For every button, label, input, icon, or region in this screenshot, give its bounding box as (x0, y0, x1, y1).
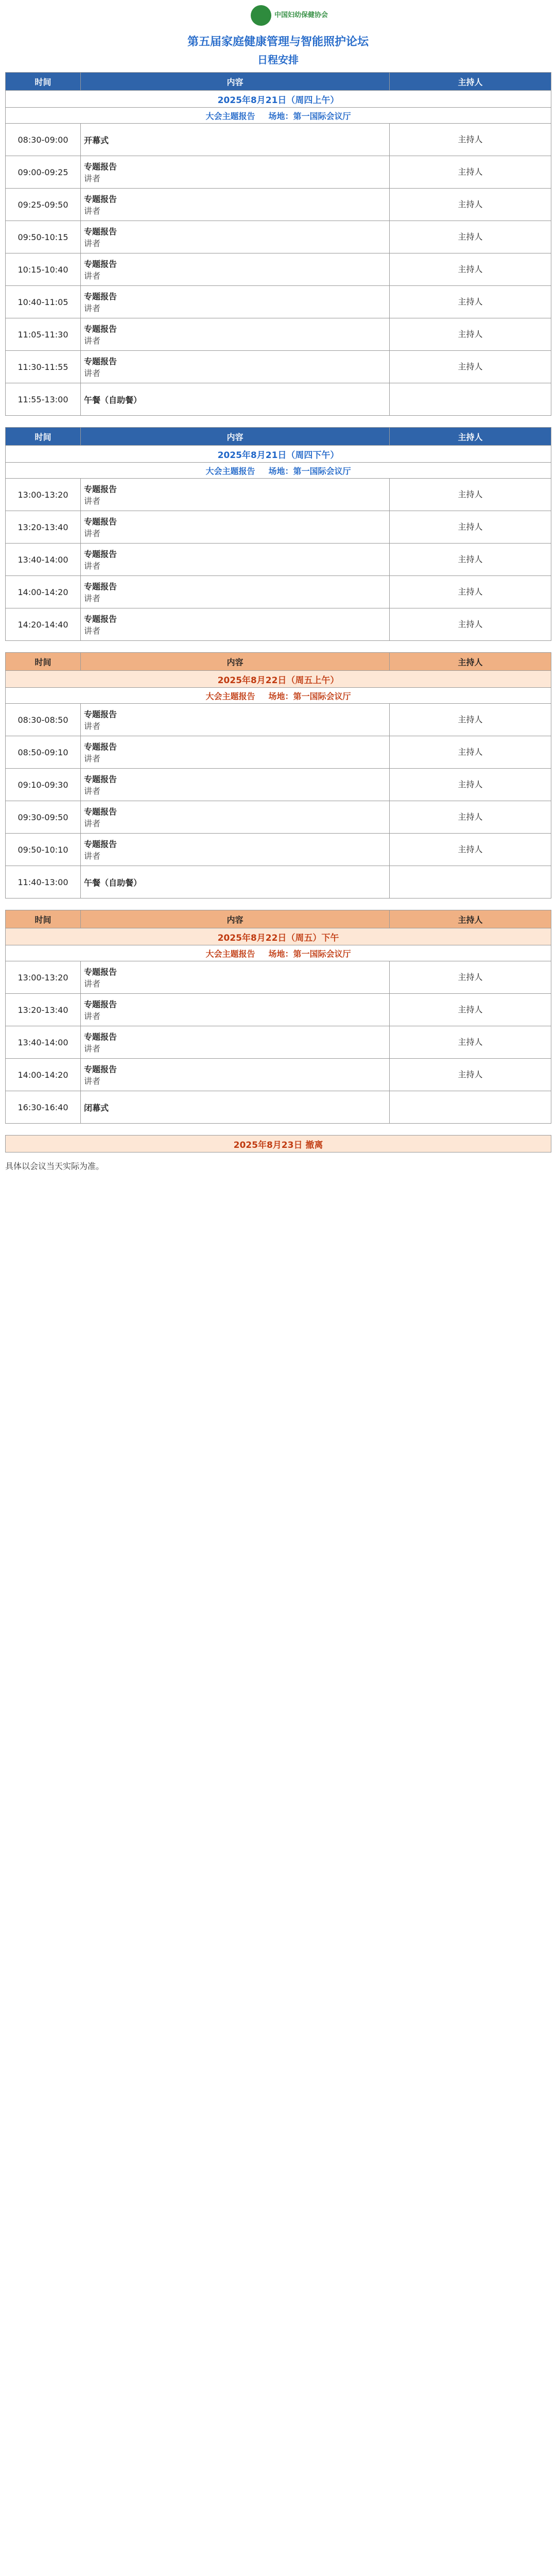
day-date: 2025年8月22日（周五上午） (6, 671, 551, 688)
session-venue: 场地：第一国际会议厅 (268, 466, 351, 476)
session-content (81, 608, 390, 641)
table-row (6, 769, 551, 801)
session-content (81, 189, 390, 221)
session-host: 主持人 (390, 286, 551, 318)
session-speaker: 讲者 (84, 496, 101, 506)
schedule-table (5, 652, 551, 899)
session-speaker: 讲者 (84, 754, 101, 764)
session-title: 专题报告 (84, 162, 117, 172)
session-speaker: 讲者 (84, 1044, 101, 1054)
table-row (6, 704, 551, 736)
session-content (81, 1026, 390, 1059)
session-host: 主持人 (390, 769, 551, 801)
session-speaker: 讲者 (84, 271, 101, 281)
session-content (81, 351, 390, 383)
time-column-header: 时间 (6, 910, 81, 928)
session-host: 主持人 (390, 704, 551, 736)
session-speaker: 讲者 (84, 979, 101, 989)
session-content (81, 253, 390, 286)
session-meta (6, 688, 551, 704)
host-column-header: 主持人 (390, 428, 551, 446)
session-time: 13:00-13:20 (6, 479, 81, 511)
session-host: 主持人 (390, 961, 551, 994)
session-host: 主持人 (390, 994, 551, 1026)
session-title: 专题报告 (84, 839, 117, 849)
session-venue: 场地：第一国际会议厅 (268, 691, 351, 701)
session-host: 主持人 (390, 544, 551, 576)
session-time: 13:40-14:00 (6, 544, 81, 576)
session-content (81, 576, 390, 608)
session-time: 14:00-14:20 (6, 576, 81, 608)
session-title: 专题报告 (84, 1032, 117, 1042)
session-time: 08:30-09:00 (6, 124, 81, 156)
session-time: 10:40-11:05 (6, 286, 81, 318)
session-speaker: 讲者 (84, 561, 101, 571)
session-speaker: 讲者 (84, 786, 101, 796)
session-content (81, 124, 390, 156)
session-title: 专题报告 (84, 967, 117, 977)
table-spacer (0, 641, 556, 652)
session-title: 专题报告 (84, 484, 117, 494)
session-content (81, 769, 390, 801)
schedule (0, 72, 556, 1135)
content-column-header: 内容 (81, 653, 390, 671)
session-content (81, 156, 390, 189)
session-title: 专题报告 (84, 807, 117, 817)
session-time: 09:50-10:15 (6, 221, 81, 253)
session-time: 09:50-10:10 (6, 834, 81, 866)
table-header (6, 428, 551, 446)
session-speaker: 讲者 (84, 594, 101, 603)
table-row (6, 866, 551, 899)
table-row (6, 156, 551, 189)
session-time: 14:00-14:20 (6, 1059, 81, 1091)
session-time: 11:40-13:00 (6, 866, 81, 899)
session-speaker: 讲者 (84, 851, 101, 861)
table-spacer (0, 416, 556, 427)
session-host: 主持人 (390, 318, 551, 351)
session-title: 午餐（自助餐） (84, 877, 142, 888)
session-content (81, 479, 390, 511)
session-content (81, 511, 390, 544)
session-content (81, 221, 390, 253)
session-speaker: 讲者 (84, 721, 101, 731)
schedule-table (5, 72, 551, 416)
session-host (390, 383, 551, 416)
session-content (81, 383, 390, 416)
table-row (6, 1026, 551, 1059)
session-title: 专题报告 (84, 1064, 117, 1074)
table-row (6, 286, 551, 318)
session-title: 闭幕式 (84, 1103, 109, 1113)
session-host: 主持人 (390, 1026, 551, 1059)
session-content (81, 801, 390, 834)
session-content (81, 834, 390, 866)
session-venue: 场地：第一国际会议厅 (268, 111, 351, 121)
session-host: 主持人 (390, 801, 551, 834)
table-header (6, 73, 551, 91)
session-content (81, 1059, 390, 1091)
session-time: 13:00-13:20 (6, 961, 81, 994)
schedule-table (5, 427, 551, 641)
session-title: 专题报告 (84, 259, 117, 269)
session-host: 主持人 (390, 736, 551, 769)
day-date: 2025年8月22日（周五）下午 (6, 928, 551, 945)
session-content (81, 961, 390, 994)
session-host: 主持人 (390, 576, 551, 608)
session-host: 主持人 (390, 1059, 551, 1091)
session-title: 专题报告 (84, 194, 117, 204)
session-label: 大会主题报告 (205, 466, 255, 476)
table-spacer (0, 1124, 556, 1135)
session-host (390, 1091, 551, 1124)
session-time: 11:55-13:00 (6, 383, 81, 416)
association-logo-icon (251, 5, 271, 26)
session-content (81, 704, 390, 736)
table-row (6, 318, 551, 351)
session-time: 09:00-09:25 (6, 156, 81, 189)
session-speaker: 讲者 (84, 626, 101, 636)
session-time: 10:15-10:40 (6, 253, 81, 286)
session-title: 专题报告 (84, 227, 117, 236)
session-time: 09:10-09:30 (6, 769, 81, 801)
session-time: 11:30-11:55 (6, 351, 81, 383)
session-speaker: 讲者 (84, 1076, 101, 1086)
session-host: 主持人 (390, 479, 551, 511)
session-title: 专题报告 (84, 582, 117, 591)
session-speaker: 讲者 (84, 239, 101, 248)
session-speaker: 讲者 (84, 1011, 101, 1021)
table-spacer (0, 899, 556, 910)
time-column-header: 时间 (6, 73, 81, 91)
session-title: 专题报告 (84, 709, 117, 719)
time-column-header: 时间 (6, 428, 81, 446)
session-label: 大会主题报告 (205, 111, 255, 121)
session-title: 专题报告 (84, 517, 117, 527)
session-meta (6, 945, 551, 961)
content-column-header: 内容 (81, 910, 390, 928)
session-content (81, 318, 390, 351)
session-title: 专题报告 (84, 324, 117, 334)
association-name: 中国妇幼保健协会 (274, 11, 328, 19)
time-column-header: 时间 (6, 653, 81, 671)
host-column-header: 主持人 (390, 73, 551, 91)
table-row (6, 544, 551, 576)
session-time: 14:20-14:40 (6, 608, 81, 641)
session-title: 专题报告 (84, 614, 117, 624)
session-content (81, 1091, 390, 1124)
table-row (6, 961, 551, 994)
final-date-table (5, 1135, 551, 1153)
table-row (6, 479, 551, 511)
session-content (81, 736, 390, 769)
table-row (6, 994, 551, 1026)
session-time: 11:05-11:30 (6, 318, 81, 351)
session-label: 大会主题报告 (205, 691, 255, 701)
table-row (6, 1059, 551, 1091)
day-date: 2025年8月21日（周四上午） (6, 91, 551, 108)
schedule-table (5, 910, 551, 1124)
session-speaker: 讲者 (84, 336, 101, 346)
session-speaker: 讲者 (84, 819, 101, 828)
session-title: 开幕式 (84, 135, 109, 145)
table-row (6, 736, 551, 769)
table-row (6, 351, 551, 383)
session-title: 专题报告 (84, 742, 117, 752)
content-column-header: 内容 (81, 428, 390, 446)
session-label: 大会主题报告 (205, 948, 255, 959)
session-host: 主持人 (390, 351, 551, 383)
session-host (390, 866, 551, 899)
table-header (6, 653, 551, 671)
table-row (6, 124, 551, 156)
session-meta (6, 108, 551, 124)
session-title: 专题报告 (84, 357, 117, 366)
session-title: 专题报告 (84, 292, 117, 301)
session-host: 主持人 (390, 834, 551, 866)
session-speaker: 讲者 (84, 368, 101, 378)
content-column-header: 内容 (81, 73, 390, 91)
table-row (6, 253, 551, 286)
table-row (6, 383, 551, 416)
session-title: 专题报告 (84, 774, 117, 784)
session-speaker: 讲者 (84, 174, 101, 183)
table-row (6, 1091, 551, 1124)
session-host: 主持人 (390, 189, 551, 221)
final-date: 2025年8月23日 撤离 (6, 1136, 551, 1153)
host-column-header: 主持人 (390, 910, 551, 928)
page-subtitle: 日程安排 (257, 54, 299, 66)
session-time: 13:20-13:40 (6, 994, 81, 1026)
page-header (0, 0, 556, 72)
table-row (6, 834, 551, 866)
session-host: 主持人 (390, 221, 551, 253)
footer-note: 具体以会议当天实际为准。 (5, 1161, 105, 1171)
table-row (6, 221, 551, 253)
session-time: 08:50-09:10 (6, 736, 81, 769)
session-time: 08:30-08:50 (6, 704, 81, 736)
session-host: 主持人 (390, 608, 551, 641)
session-title: 专题报告 (84, 999, 117, 1009)
session-title: 专题报告 (84, 549, 117, 559)
table-header (6, 910, 551, 928)
page-title: 第五届家庭健康管理与智能照护论坛 (187, 36, 369, 48)
session-content (81, 286, 390, 318)
session-time: 13:40-14:00 (6, 1026, 81, 1059)
session-content (81, 544, 390, 576)
session-time: 09:25-09:50 (6, 189, 81, 221)
day-date: 2025年8月21日（周四下午） (6, 446, 551, 463)
table-row (6, 511, 551, 544)
session-speaker: 讲者 (84, 529, 101, 538)
table-row (6, 576, 551, 608)
session-speaker: 讲者 (84, 206, 101, 216)
session-venue: 场地：第一国际会议厅 (268, 948, 351, 959)
session-content (81, 866, 390, 899)
session-host: 主持人 (390, 511, 551, 544)
session-time: 13:20-13:40 (6, 511, 81, 544)
table-row (6, 608, 551, 641)
session-meta (6, 463, 551, 479)
table-row (6, 189, 551, 221)
session-host: 主持人 (390, 124, 551, 156)
table-row (6, 801, 551, 834)
session-host: 主持人 (390, 156, 551, 189)
session-time: 09:30-09:50 (6, 801, 81, 834)
host-column-header: 主持人 (390, 653, 551, 671)
session-time: 16:30-16:40 (6, 1091, 81, 1124)
session-host: 主持人 (390, 253, 551, 286)
session-speaker: 讲者 (84, 303, 101, 313)
session-title: 午餐（自助餐） (84, 395, 142, 405)
session-content (81, 994, 390, 1026)
